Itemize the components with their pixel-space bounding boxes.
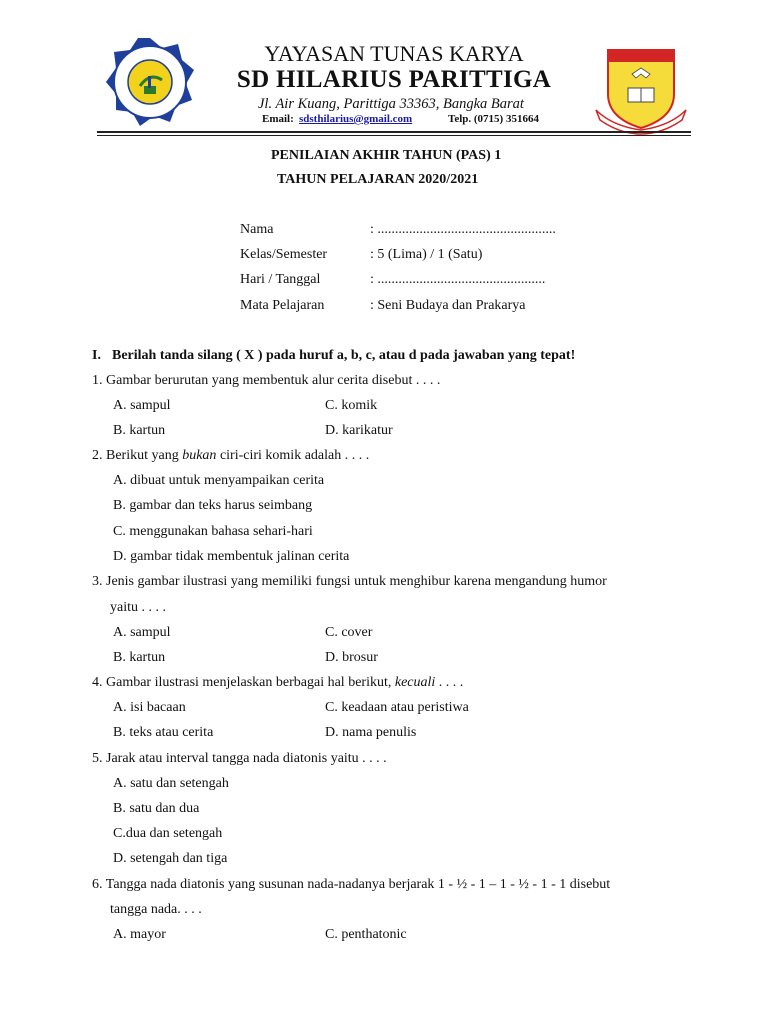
question-5: 5. Jarak atau interval tangga nada diatonis yaitu . . . . (92, 751, 387, 766)
question-4-text-end: . . . . (435, 675, 464, 690)
question-2 (92, 448, 369, 464)
section-number: I. (92, 348, 101, 363)
question-3: 3. Jenis gambar ilustrasi yang memiliki fungsi untuk menghibur karena mengandung humor (92, 574, 607, 589)
option-3c[interactable]: C. cover (325, 625, 373, 640)
option-5c[interactable]: C.dua dan setengah (113, 826, 223, 841)
school-name: SD HILARIUS PARITTIGA (236, 66, 552, 93)
identity-label-class: Kelas/Semester (240, 247, 328, 262)
question-4 (92, 675, 463, 691)
option-2d[interactable]: D. gambar tidak membentuk jalinan cerita (113, 549, 350, 564)
question-6-continuation: tangga nada. . . . (110, 902, 202, 917)
section-instruction: Berilah tanda silang ( X ) pada huruf a, b, c, atau d pada jawaban yang tepat! (112, 348, 576, 363)
question-6: 6. Tangga nada diatonis yang susunan nada-nadanya berjarak 1 - ½ - 1 – 1 - ½ - 1 - 1 disebut (92, 877, 611, 892)
option-5b[interactable]: B. satu dan dua (113, 801, 200, 816)
option-4d[interactable]: D. nama penulis (325, 725, 417, 740)
option-6c[interactable]: C. penthatonic (325, 927, 407, 942)
logo-left (104, 36, 196, 128)
option-5a[interactable]: A. satu dan setengah (113, 776, 229, 791)
yayasan-seal-icon (104, 36, 196, 128)
question-2-text-start: 2. Berikut yang (92, 448, 183, 463)
identity-label-date: Hari / Tanggal (240, 272, 321, 287)
option-4c[interactable]: C. keadaan atau peristiwa (325, 700, 469, 715)
option-3b[interactable]: B. kartun (113, 650, 166, 665)
option-1b[interactable]: B. kartun (113, 423, 166, 438)
logo-right (592, 44, 690, 136)
option-1c[interactable]: C. komik (325, 398, 378, 413)
identity-label-subject: Mata Pelajaran (240, 298, 325, 313)
option-6a[interactable]: A. mayor (113, 927, 166, 942)
option-2a[interactable]: A. dibuat untuk menyampaikan cerita (113, 473, 325, 488)
option-3a[interactable]: A. sampul (113, 625, 171, 640)
identity-label-name: Nama (240, 222, 274, 237)
option-1a[interactable]: A. sampul (113, 398, 171, 413)
option-4a[interactable]: A. isi bacaan (113, 700, 186, 715)
st-hilarius-shield-icon (592, 44, 690, 136)
option-2c[interactable]: C. menggunakan bahasa sehari-hari (113, 524, 313, 539)
exam-title: PENILAIAN AKHIR TAHUN (PAS) 1 (271, 148, 502, 163)
option-3d[interactable]: D. brosur (325, 650, 378, 665)
question-3-continuation: yaitu . . . . (110, 600, 166, 615)
header-rule-thin (97, 135, 691, 136)
option-4b[interactable]: B. teks atau cerita (113, 725, 214, 740)
option-5d[interactable]: D. setengah dan tiga (113, 851, 228, 866)
header-rule-thick (97, 131, 691, 133)
option-2b[interactable]: B. gambar dan teks harus seimbang (113, 498, 313, 513)
exam-year: TAHUN PELAJARAN 2020/2021 (277, 172, 479, 187)
identity-value-subject: : Seni Budaya dan Prakarya (370, 298, 526, 313)
foundation-name: YAYASAN TUNAS KARYA (264, 41, 524, 66)
identity-value-class: : 5 (Lima) / 1 (Satu) (370, 247, 483, 262)
question-2-emphasis: bukan (182, 448, 217, 463)
email-label: Email: (262, 113, 294, 125)
question-4-text-start: 4. Gambar ilustrasi menjelaskan berbagai hal berikut, (92, 675, 395, 690)
school-address: Jl. Air Kuang, Parittiga 33363, Bangka Barat (258, 96, 524, 112)
question-4-emphasis: kecuali (394, 675, 436, 690)
question-2-text-end: ciri-ciri komik adalah . . . . (216, 448, 370, 463)
option-1d[interactable]: D. karikatur (325, 423, 393, 438)
identity-value-name[interactable]: : ................................................... (370, 222, 556, 237)
question-1: 1. Gambar berurutan yang membentuk alur cerita disebut . . . . (92, 373, 441, 388)
phone-number: Telp. (0715) 351664 (448, 113, 539, 125)
email-address[interactable]: sdsthilarius@gmail.com (299, 113, 413, 125)
identity-value-date[interactable]: : ................................................ (370, 272, 546, 287)
email-link[interactable] (299, 113, 412, 125)
